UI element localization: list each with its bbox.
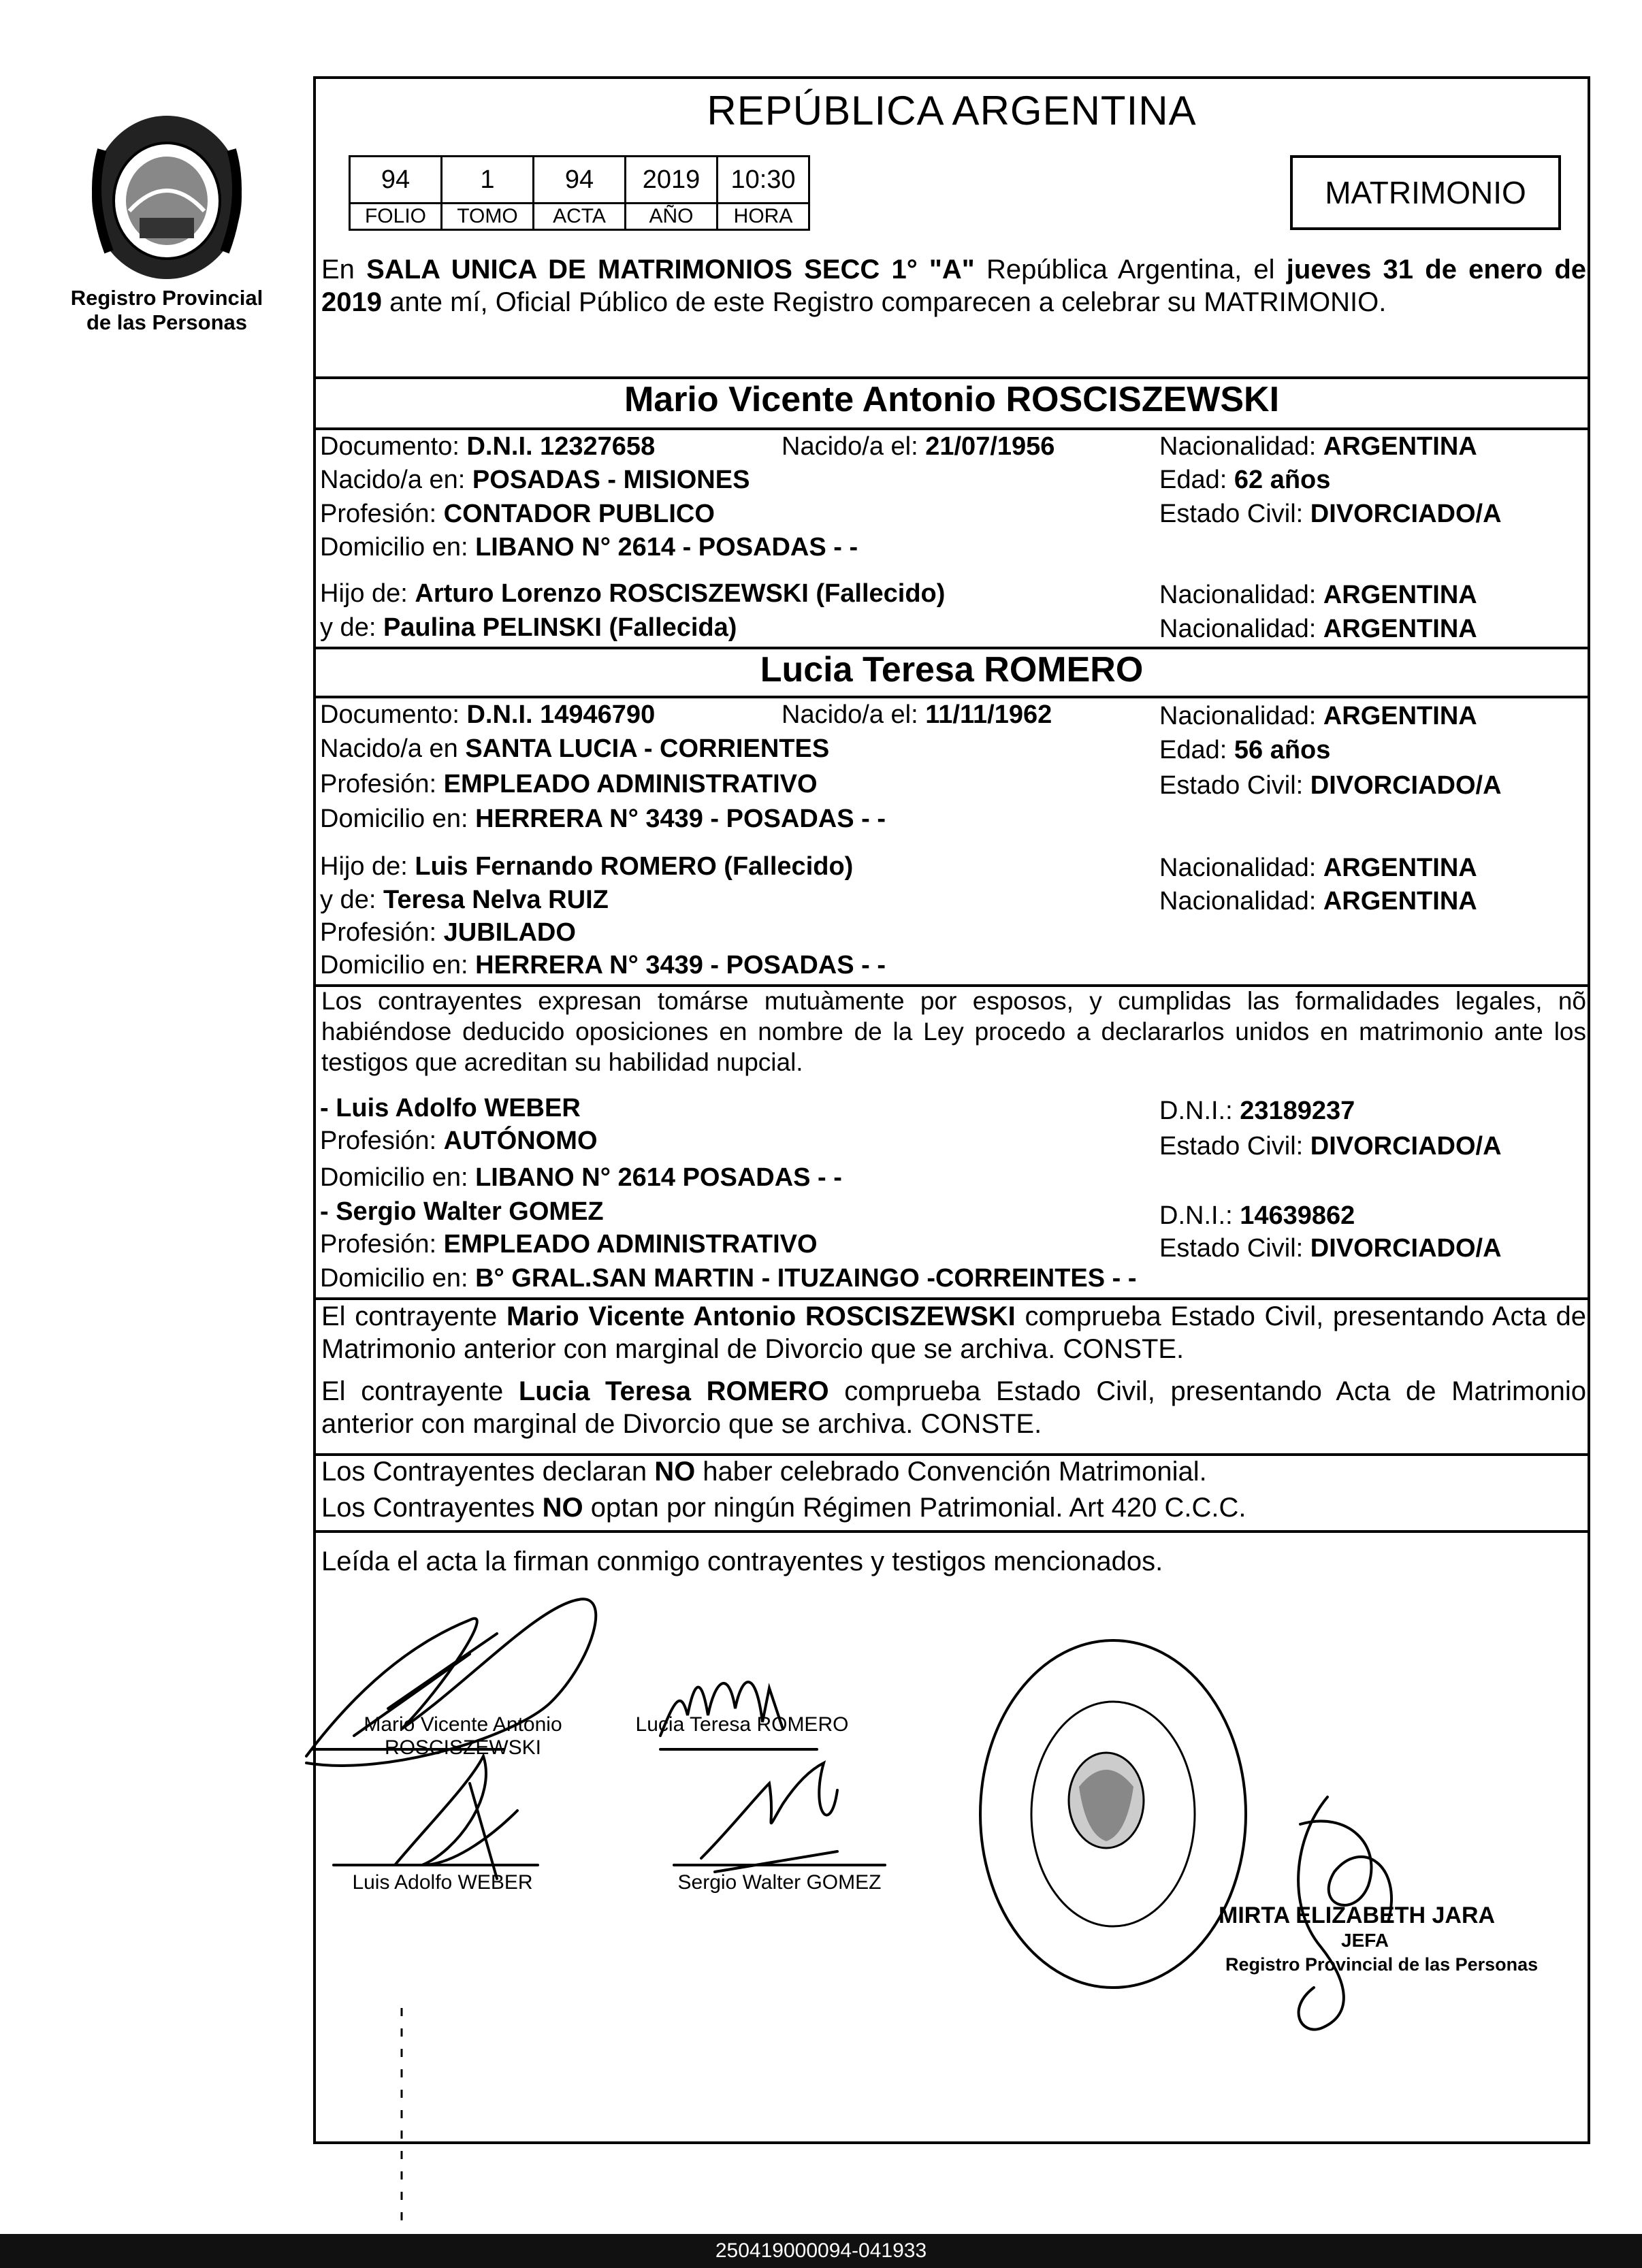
testigo1-domicilio: Domicilio en: LIBANO N° 2614 POSADAS - - (320, 1163, 842, 1192)
provincia-misiones-emblem-icon (75, 109, 259, 313)
c2-documento: Documento: D.N.I. 14946790 (320, 700, 656, 729)
convencion-line-1: Los Contrayentes declaran NO haber celebrado Convención Matrimonial. (321, 1457, 1207, 1487)
testigo1-estado-civil: Estado Civil: DIVORCIADO/A (1159, 1132, 1502, 1161)
folio-value: 94 (350, 157, 442, 204)
testigo1-profesion: Profesión: AUTÓNOMO (320, 1127, 598, 1155)
document-title: REPÚBLICA ARGENTINA (707, 88, 1197, 133)
c2-madre: y de: Teresa Nelva RUIZ (320, 886, 609, 914)
c2-nacido-en: Nacido/a en SANTA LUCIA - CORRIENTES (320, 734, 830, 763)
document-code-bar: 250419000094-041933 (0, 2234, 1642, 2268)
testigo2-estado-civil: Estado Civil: DIVORCIADO/A (1159, 1234, 1502, 1263)
folio-label: FOLIO (350, 204, 442, 230)
c2-madre-profesion: Profesión: JUBILADO (320, 918, 576, 947)
fold-line (398, 2008, 405, 2226)
firma-t1: Luis Adolfo WEBER (352, 1871, 533, 1894)
firma-c1-linea2: ROSCISZEWSKI (384, 1736, 542, 1759)
anio-value: 2019 (626, 157, 718, 204)
c2-padre-nacionalidad: Nacionalidad: ARGENTINA (1159, 854, 1477, 882)
c2-profesion: Profesión: EMPLEADO ADMINISTRATIVO (320, 770, 818, 798)
c1-padre-nacionalidad: Nacionalidad: ARGENTINA (1159, 581, 1477, 609)
contrayente2-name: Lucia Teresa ROMERO (760, 650, 1144, 690)
testigo2-domicilio: Domicilio en: B° GRAL.SAN MARTIN - ITUZAINGO -CORREINTES - - (320, 1264, 1137, 1293)
testigo1-nombre: - Luis Adolfo WEBER (320, 1094, 581, 1122)
tomo-label: TOMO (442, 204, 534, 230)
testigo2-nombre: - Sergio Walter GOMEZ (320, 1197, 604, 1226)
c1-estado-civil: Estado Civil: DIVORCIADO/A (1159, 500, 1502, 528)
c2-madre-nacionalidad: Nacionalidad: ARGENTINA (1159, 887, 1477, 916)
anio-label: AÑO (626, 204, 718, 230)
testigo2-dni: D.N.I.: 14639862 (1159, 1201, 1355, 1230)
signatures-drawing (293, 1579, 973, 1906)
c1-profesion: Profesión: CONTADOR PUBLICO (320, 500, 715, 528)
convencion-line-2: Los Contrayentes NO optan por ningún Régimen Patrimonial. Art 420 C.C.C. (321, 1493, 1246, 1523)
testigo1-dni: D.N.I.: 23189237 (1159, 1097, 1355, 1125)
nota-estado-civil-1: El contrayente Mario Vicente Antonio ROSCISZEWSKI comprueba Estado Civil, presentando Acta de Matrimonio anterior con marginal de Divorcio que se archiva. CONSTE. (321, 1301, 1586, 1364)
registro-table (349, 155, 810, 231)
firma-c2: Lucia Teresa ROMERO (635, 1713, 849, 1736)
c2-domicilio: Domicilio en: HERRERA N° 3439 - POSADAS - - (320, 805, 886, 833)
c1-documento: Documento: D.N.I. 12327658 (320, 432, 656, 461)
tipo-acta-box: MATRIMONIO (1290, 155, 1561, 230)
nota-estado-civil-2: El contrayente Lucia Teresa ROMERO comprueba Estado Civil, presentando Acta de Matrimonio anterior con marginal de Divorcio que se archiva. CONSTE. (321, 1376, 1586, 1439)
acta-label: ACTA (534, 204, 626, 230)
acta-value: 94 (534, 157, 626, 204)
c2-nacionalidad: Nacionalidad: ARGENTINA (1159, 702, 1477, 730)
cierre-text: Leída el acta la firman conmigo contrayentes y testigos mencionados. (321, 1546, 1163, 1576)
c1-nacido-en: Nacido/a en: POSADAS - MISIONES (320, 466, 750, 494)
signature-testigo2-icon (674, 1763, 885, 1872)
c1-edad: Edad: 62 años (1159, 466, 1331, 494)
testigo2-profesion: Profesión: EMPLEADO ADMINISTRATIVO (320, 1230, 818, 1259)
oficial-cargo: JEFA (1341, 1930, 1389, 1951)
firma-t2: Sergio Walter GOMEZ (677, 1871, 882, 1894)
oficial-nombre: MIRTA ELIZABETH JARA (1219, 1902, 1496, 1928)
firma-oficial-drawing (1212, 1783, 1539, 2042)
hora-value: 10:30 (718, 157, 809, 204)
logo-caption: Registro Provincial de las Personas (70, 286, 263, 334)
c1-padre: Hijo de: Arturo Lorenzo ROSCISZEWSKI (Fallecido) (320, 579, 946, 608)
divider (313, 1530, 1590, 1533)
tomo-value: 1 (442, 157, 534, 204)
c2-padre: Hijo de: Luis Fernando ROMERO (Fallecido) (320, 852, 854, 881)
declaracion-paragraph: Los contrayentes expresan tomárse mutuàmente por esposos, y cumplidas las formalidades legales, nõ habiéndose deducido oposiciones en nombre de la Ley procedo a declararlos unidos en matrimonio ante los testigos que acreditan su habilidad nupcial. (321, 987, 1586, 1076)
signature-testigo1-icon (334, 1756, 538, 1879)
firma-c1-linea1: Mario Vicente Antonio (364, 1713, 562, 1736)
c1-nacido-el: Nacido/a el: 21/07/1956 (782, 432, 1055, 461)
c1-nacionalidad: Nacionalidad: ARGENTINA (1159, 432, 1477, 461)
c1-domicilio: Domicilio en: LIBANO N° 2614 - POSADAS - - (320, 533, 858, 562)
intro-paragraph: En SALA UNICA DE MATRIMONIOS SECC 1° "A" República Argentina, el jueves 31 de enero de 2019 ante mí, Oficial Público de este Registro comparecen a celebrar su MATRIMONIO. (321, 255, 1586, 317)
hora-label: HORA (718, 204, 809, 230)
c2-madre-domicilio: Domicilio en: HERRERA N° 3439 - POSADAS - - (320, 951, 886, 979)
c2-estado-civil: Estado Civil: DIVORCIADO/A (1159, 771, 1502, 800)
oficial-organismo: Registro Provincial de las Personas (1225, 1954, 1539, 1975)
c1-madre: y de: Paulina PELINSKI (Fallecida) (320, 613, 737, 642)
contrayente1-name: Mario Vicente Antonio ROSCISZEWSKI (624, 380, 1280, 419)
c1-madre-nacionalidad: Nacionalidad: ARGENTINA (1159, 615, 1477, 643)
c2-edad: Edad: 56 años (1159, 736, 1331, 764)
c2-nacido-el: Nacido/a el: 11/11/1962 (782, 700, 1052, 729)
